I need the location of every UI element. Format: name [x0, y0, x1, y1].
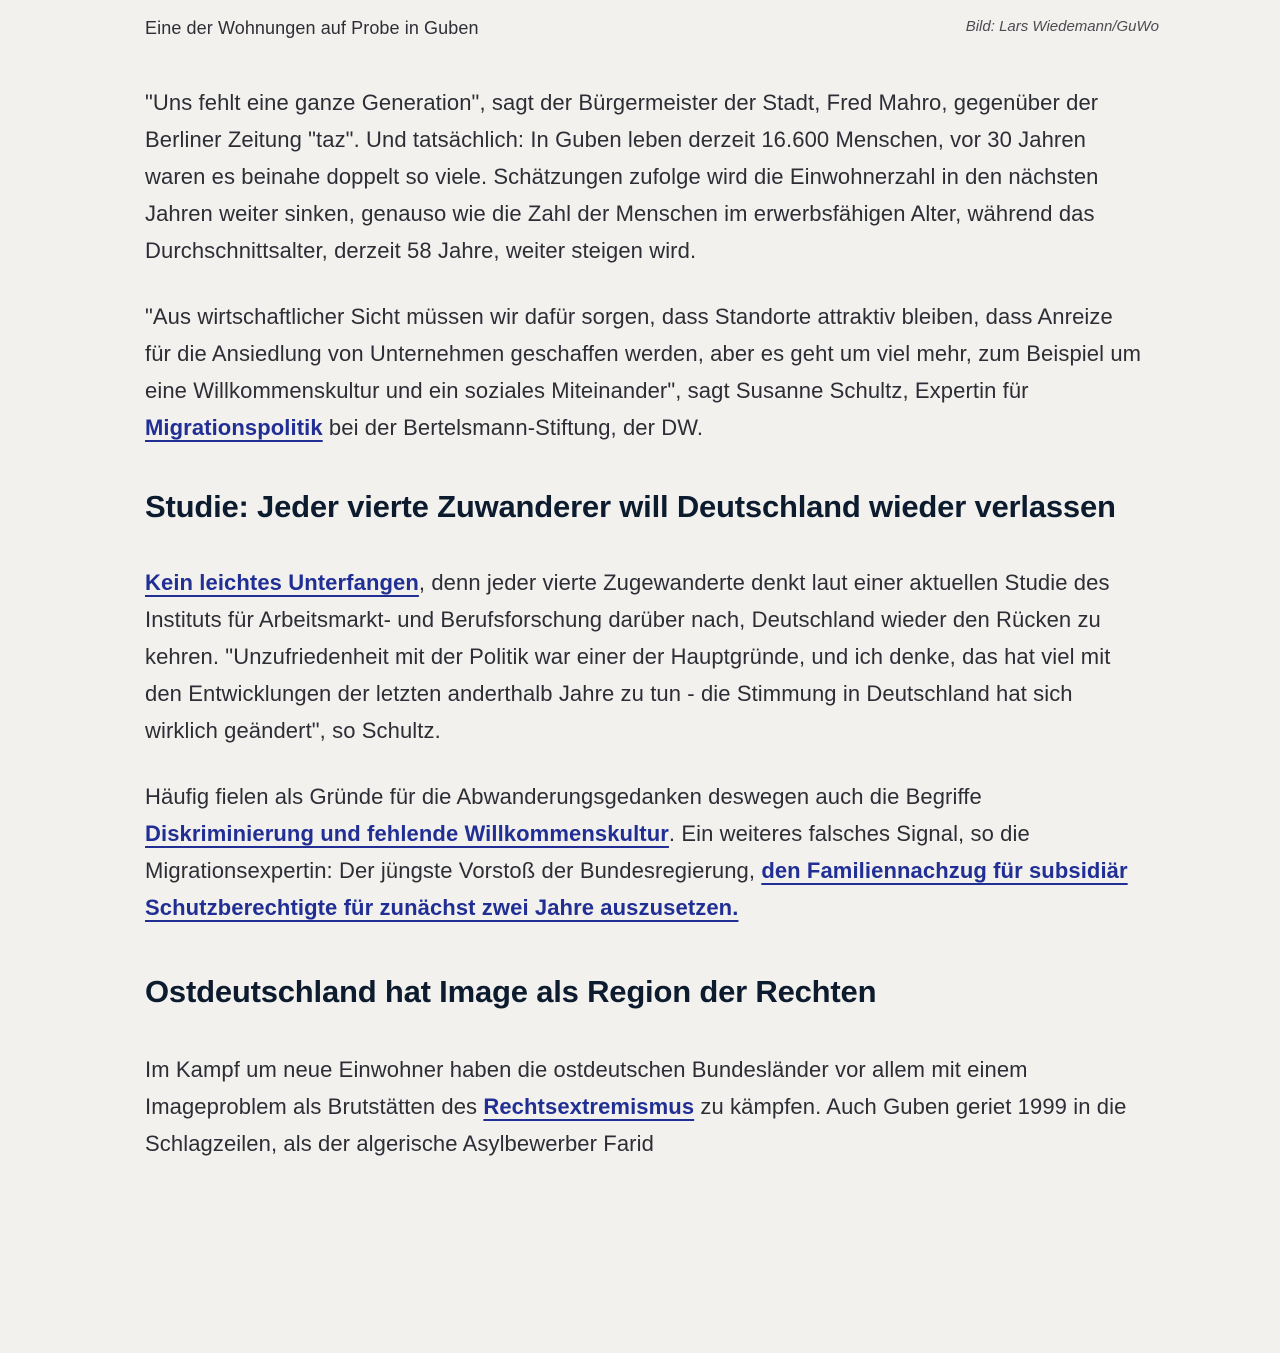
paragraph-3: [145, 564, 1143, 749]
paragraph-5: [145, 1051, 1143, 1162]
paragraph-text: , denn jeder vierte Zugewanderte denkt laut einer aktuellen Studie des Instituts für Arbeitsmarkt- und Berufsforschung darüber nach, Deutschland wieder den Rücken zu kehren. "Unzufriedenheit mit der Politik war einer der Hauptgründe, und ich denke, das hat viel mit den Entwicklungen der letzten anderthalb Jahre zu tun - die Stimmung in Deutschland hat sich wirklich geändert", so Schultz.: [145, 570, 1111, 743]
paragraph-4: [145, 778, 1143, 926]
image-caption-row: [145, 16, 1159, 40]
paragraph-1: [145, 84, 1143, 269]
inline-link[interactable]: Diskriminierung und fehlende Willkommenskultur: [145, 821, 669, 846]
inline-link[interactable]: Rechtsextremismus: [483, 1094, 695, 1119]
inline-link[interactable]: Migrationspolitik: [145, 415, 323, 440]
paragraph-text: "Aus wirtschaftlicher Sicht müssen wir dafür sorgen, dass Standorte attraktiv bleiben, dass Anreize für die Ansiedlung von Unternehmen geschaffen werden, aber es geht um viel mehr, zum Beispiel um eine Willkommenskultur und ein soziales Miteinander", sagt Susanne Schultz, Expertin für: [145, 304, 1142, 403]
inline-link[interactable]: Kein leichtes Unterfangen: [145, 570, 419, 595]
paragraph-text: Häufig fielen als Gründe für die Abwanderungsgedanken deswegen auch die Begriffe: [145, 784, 982, 809]
paragraph-text: Im Kampf um neue Einwohner haben die ostdeutschen Bundesländer vor allem mit einem Imageproblem als Brutstätten des: [145, 1057, 1028, 1119]
paragraph-text: "Uns fehlt eine ganze Generation", sagt der Bürgermeister der Stadt, Fred Mahro, gegenüber der Berliner Zeitung "taz". Und tatsächlich: In Guben leben derzeit 16.600 Menschen, vor 30 Jahren waren es beinahe doppelt so viele. Schätzungen zufolge wird die Einwohnerzahl in den nächsten Jahren weiter sinken, genauso wie die Zahl der Menschen im erwerbsfähigen Alter, während das Durchschnittsalter, derzeit 58 Jahre, weiter steigen wird.: [145, 90, 1099, 263]
section-heading-2: Ostdeutschland hat Image als Region der Rechten: [145, 974, 877, 1009]
inline-link[interactable]: den Familiennachzug für subsidiär Schutzberechtigte für zunächst zwei Jahre auszusetzen.: [145, 858, 1128, 920]
image-caption: Eine der Wohnungen auf Probe in Guben: [145, 18, 479, 38]
paragraph-2: [145, 298, 1143, 446]
paragraph-text: zu kämpfen. Auch Guben geriet 1999 in die Schlagzeilen, als der algerische Asylbewerber Farid: [145, 1094, 1127, 1156]
section-heading-1: Studie: Jeder vierte Zuwanderer will Deutschland wieder verlassen: [145, 489, 1116, 524]
paragraph-text: . Ein weiteres falsches Signal, so die Migrationsexpertin: Der jüngste Vorstoß der Bundesregierung,: [145, 821, 1030, 883]
image-credit: Bild: Lars Wiedemann/GuWo: [965, 18, 1159, 35]
paragraph-text: bei der Bertelsmann-Stiftung, der DW.: [322, 415, 704, 440]
